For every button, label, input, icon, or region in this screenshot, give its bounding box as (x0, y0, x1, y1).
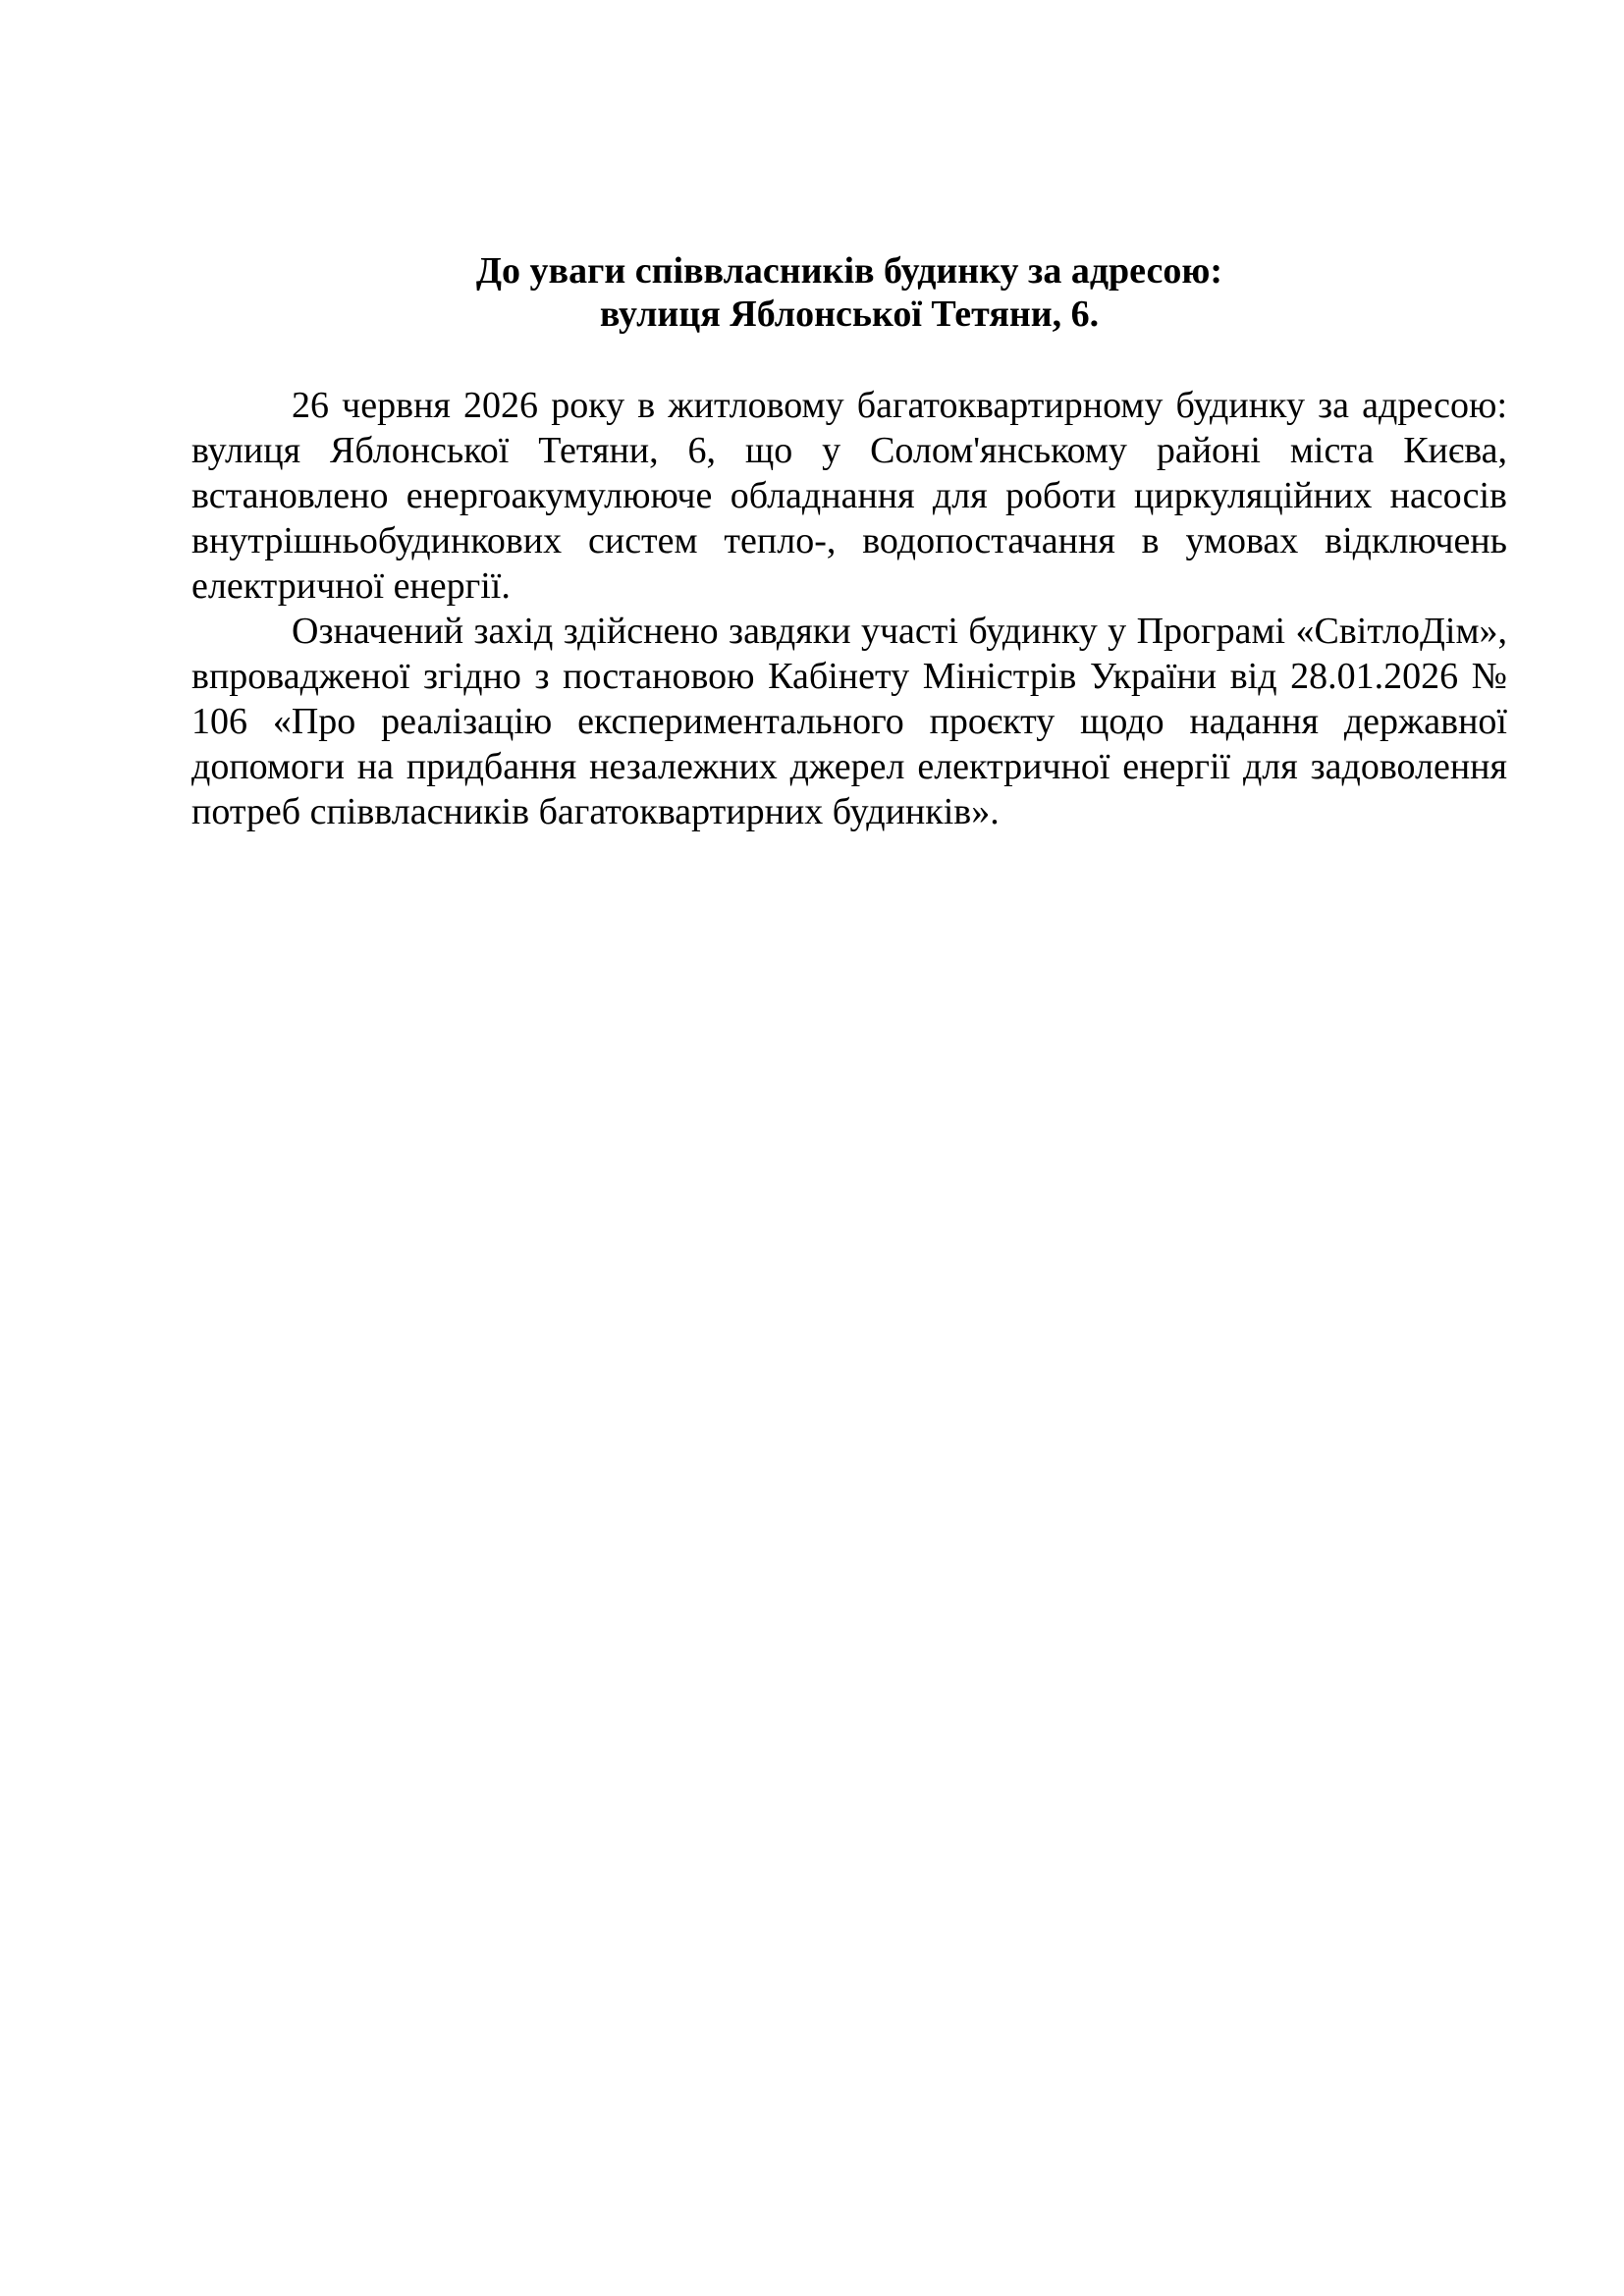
paragraph-program: Означений захід здійснено завдяки участі будинку у Програмі «СвітлоДім», впровадженої згідно з постановою Кабінету Міністрів України від 28.01.2026 № 106 «Про реалізацію експериментального проєкту щодо надання державної допомоги на придбання незалежних джерел електричної енергії для задоволення потреб співвласників багатоквартирних будинків». (191, 611, 1507, 832)
heading-line-1: До уваги співвласників будинку за адресою: (475, 250, 1223, 292)
notice-heading (191, 249, 1507, 336)
heading-line-2: вулиця Яблонської Тетяни, 6. (599, 294, 1100, 335)
notice-body (191, 383, 1507, 834)
paragraph-installation: 26 червня 2026 року в житловому багатоквартирному будинку за адресою: вулиця Яблонської Тетяни, 6, що у Солом'янському районі міста Києва, встановлено енергоакумулююче обладнання для роботи циркуляційних насосів внутрішньобудинкових систем тепло-, водопостачання в умовах відключень електричної енергії. (191, 385, 1507, 607)
